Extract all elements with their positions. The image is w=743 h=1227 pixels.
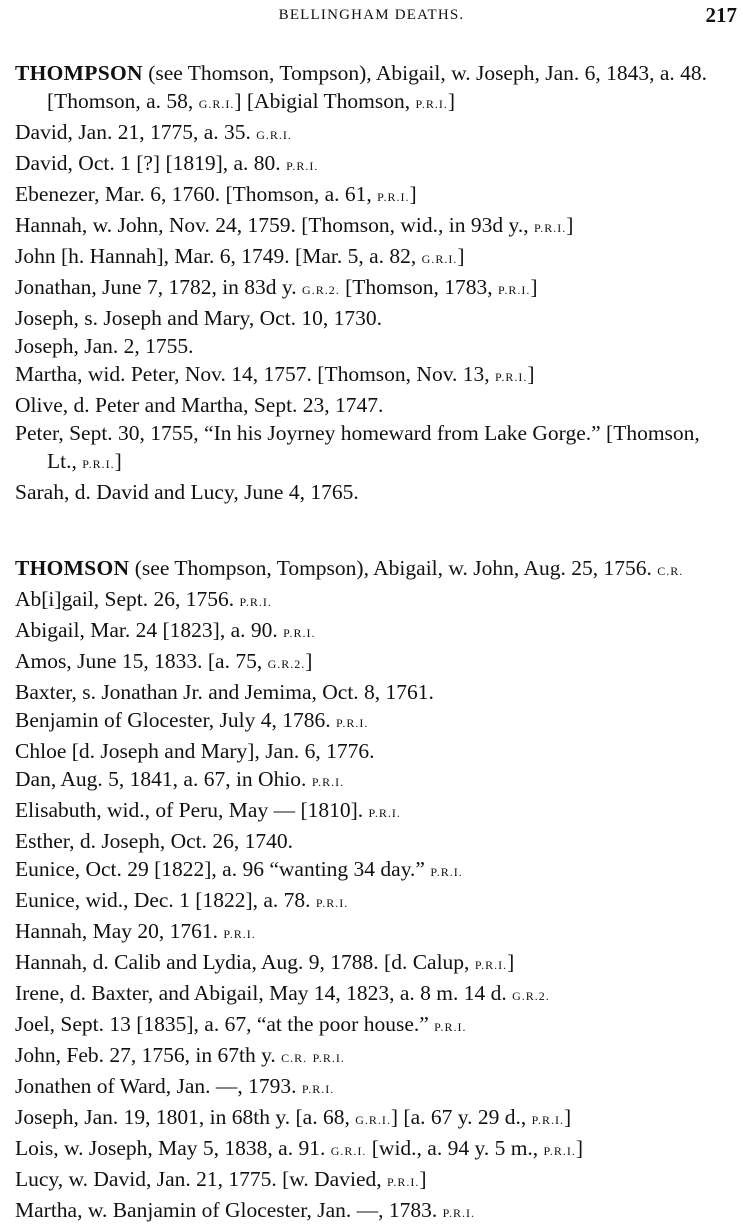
death-entry bbox=[15, 616, 735, 647]
entry-text: Hannah, May 20, 1761. bbox=[15, 919, 224, 943]
entry-text: ] [a. 67 y. 29 d., bbox=[390, 1105, 532, 1129]
death-entry bbox=[15, 585, 735, 616]
death-entry bbox=[15, 737, 735, 765]
entry-text: Joseph, Jan. 2, 1755. bbox=[15, 334, 194, 358]
entry-source: P.R.I. bbox=[533, 221, 567, 235]
entry-text: Elisabuth, wid., of Peru, May — [1810]. bbox=[15, 798, 369, 822]
entry-source: P.R.I. bbox=[82, 457, 115, 471]
entry-text: Eunice, Oct. 29 [1822], a. 96 “wanting 34 day.” bbox=[15, 857, 431, 881]
death-entry bbox=[15, 706, 735, 737]
entry-source: G.R.2. bbox=[512, 989, 550, 1003]
death-entry bbox=[15, 948, 735, 979]
entry-source: C.R. bbox=[657, 564, 684, 578]
entry-text: ] bbox=[507, 950, 515, 974]
entry-text: (see Thomson, Tompson), Abigail, w. Joseph, Jan. 6, 1843, a. 48. [Thomson, a. 58, bbox=[47, 61, 708, 113]
entry-source: P.R.I. bbox=[434, 1020, 467, 1034]
entry-text: ] bbox=[563, 1105, 572, 1129]
entry-text: Sarah, d. David and Lucy, June 4, 1765. bbox=[15, 480, 359, 504]
entry-text: Ebenezer, Mar. 6, 1760. [Thomson, a. 61, bbox=[15, 182, 378, 206]
death-entry bbox=[15, 118, 735, 149]
entry-text: Ab[i]gail, Sept. 26, 1756. bbox=[15, 587, 240, 611]
entry-source: G.R.I. bbox=[330, 1144, 367, 1158]
death-entry bbox=[15, 211, 735, 242]
death-entry bbox=[15, 273, 735, 304]
death-entry bbox=[15, 1041, 735, 1072]
entry-surname: THOMPSON bbox=[15, 61, 143, 85]
entry-text: Irene, d. Baxter, and Abigail, May 14, 1823, a. 8 m. 14 d. bbox=[15, 981, 513, 1005]
entry-text: ] bbox=[527, 362, 535, 386]
entry-source: P.R.I. bbox=[312, 1051, 345, 1065]
entry-text: Benjamin of Glocester, July 4, 1786. bbox=[15, 708, 336, 732]
death-entry bbox=[15, 647, 735, 678]
entry-text: Esther, d. Joseph, Oct. 26, 1740. bbox=[15, 829, 294, 853]
death-entry bbox=[15, 979, 735, 1010]
entry-source: P.R.I. bbox=[474, 958, 508, 972]
entry-source: P.R.I. bbox=[239, 595, 272, 609]
entry-text: Jonathan, June 7, 1782, in 83d y. bbox=[15, 275, 303, 299]
death-entry bbox=[15, 1103, 735, 1134]
death-entry bbox=[15, 149, 735, 180]
death-entry bbox=[15, 765, 735, 796]
entry-source: C.R. bbox=[281, 1051, 308, 1065]
entry-source: G.R.I. bbox=[198, 97, 235, 111]
entry-text: ] bbox=[447, 89, 456, 113]
entry-text: Dan, Aug. 5, 1841, a. 67, in Ohio. bbox=[15, 767, 312, 791]
section-thomson bbox=[15, 554, 735, 1227]
death-entry bbox=[15, 391, 735, 419]
entry-source: P.R.I. bbox=[543, 1144, 576, 1158]
entry-text: Hannah, d. Calib and Lydia, Aug. 9, 1788. [d. Calup, bbox=[15, 950, 475, 974]
entry-source: P.R.I. bbox=[377, 190, 410, 204]
death-entry bbox=[15, 886, 735, 917]
running-title: BELLINGHAM DEATHS. bbox=[278, 7, 465, 23]
entry-text: ] bbox=[114, 449, 122, 473]
entry-source: P.R.I. bbox=[223, 927, 256, 941]
death-entry bbox=[15, 242, 735, 273]
entry-source: P.R.I. bbox=[301, 1082, 335, 1096]
entry-text: Peter, Sept. 30, 1755, “In his Joyrney homeward from Lake Gorge.” [Thomson, Lt., bbox=[15, 421, 700, 473]
entry-source: G.R.2. bbox=[302, 283, 340, 297]
entry-text: Abigail, Mar. 24 [1823], a. 90. bbox=[15, 618, 284, 642]
entry-source: P.R.I. bbox=[283, 626, 316, 640]
entry-text: Martha, wid. Peter, Nov. 14, 1757. [Thomson, Nov. 13, bbox=[15, 362, 496, 386]
entry-text: Hannah, w. John, Nov. 24, 1759. [Thomson, wid., in 93d y., bbox=[15, 213, 534, 237]
entry-text: ] bbox=[457, 244, 465, 268]
entry-text: [wid., a. 94 y. 5 m., bbox=[366, 1136, 544, 1160]
entry-text: David, Jan. 21, 1775, a. 35. bbox=[15, 120, 257, 144]
entry-text: Eunice, wid., Dec. 1 [1822], a. 78. bbox=[15, 888, 316, 912]
entry-text: ] bbox=[566, 213, 574, 237]
entry-source: P.R.I. bbox=[495, 370, 528, 384]
entry-source: G.R.I. bbox=[421, 252, 458, 266]
death-entry bbox=[15, 304, 735, 332]
entry-text: Chloe [d. Joseph and Mary], Jan. 6, 1776. bbox=[15, 739, 375, 763]
death-entry bbox=[15, 827, 735, 855]
death-entry bbox=[15, 678, 735, 706]
entry-text: (see Thompson, Tompson), Abigail, w. John, Aug. 25, 1756. bbox=[129, 556, 658, 580]
entry-text: Joel, Sept. 13 [1835], a. 67, “at the poor house.” bbox=[15, 1012, 435, 1036]
entry-text: Lucy, w. David, Jan. 21, 1775. [w. Davied, bbox=[15, 1167, 387, 1191]
entry-source: P.R.I. bbox=[311, 775, 345, 789]
entry-text: Joseph, s. Joseph and Mary, Oct. 10, 1730. bbox=[15, 306, 383, 330]
entry-text: ] bbox=[419, 1167, 427, 1191]
death-entry bbox=[15, 419, 735, 478]
entry-text: Jonathen of Ward, Jan. —, 1793. bbox=[15, 1074, 302, 1098]
entry-source: P.R.I. bbox=[387, 1175, 420, 1189]
entry-text: ] [Abigial Thomson, bbox=[234, 89, 416, 113]
entry-source: G.R.2. bbox=[267, 657, 306, 671]
death-entry bbox=[15, 332, 735, 360]
entry-text: John, Feb. 27, 1756, in 67th y. bbox=[15, 1043, 282, 1067]
entry-text: Baxter, s. Jonathan Jr. and Jemima, Oct. 8, 1761. bbox=[15, 680, 434, 704]
entry-source: P.R.I. bbox=[531, 1113, 564, 1127]
entry-source: P.R.I. bbox=[315, 896, 349, 910]
entry-source: P.R.I. bbox=[286, 159, 319, 173]
entry-surname: THOMSON bbox=[15, 556, 130, 580]
entry-text: ] bbox=[409, 182, 417, 206]
death-entry bbox=[15, 1072, 735, 1103]
entry-source: G.R.I. bbox=[256, 128, 292, 142]
entry-source: P.R.I. bbox=[442, 1206, 475, 1220]
entry-text: ] bbox=[305, 649, 313, 673]
entry-source: P.R.I. bbox=[497, 283, 531, 297]
death-entry bbox=[15, 855, 735, 886]
entry-text: Joseph, Jan. 19, 1801, in 68th y. [a. 68, bbox=[15, 1105, 356, 1129]
entry-text: ] bbox=[530, 275, 538, 299]
death-entry bbox=[15, 180, 735, 211]
death-entry bbox=[15, 1134, 735, 1165]
death-entry bbox=[15, 796, 735, 827]
entry-text: John [h. Hannah], Mar. 6, 1749. [Mar. 5, a. 82, bbox=[15, 244, 422, 268]
entry-text: Amos, June 15, 1833. [a. 75, bbox=[15, 649, 268, 673]
entry-text: David, Oct. 1 [?] [1819], a. 80. bbox=[15, 151, 287, 175]
entry-text: Olive, d. Peter and Martha, Sept. 23, 1747. bbox=[15, 393, 384, 417]
death-entry bbox=[15, 59, 735, 118]
entry-text: [Thomson, 1783, bbox=[339, 275, 498, 299]
entry-source: P.R.I. bbox=[430, 865, 463, 879]
death-entry bbox=[15, 478, 735, 506]
entry-text: Martha, w. Banjamin of Glocester, Jan. —, 1783. bbox=[15, 1198, 443, 1222]
entry-text: ] bbox=[575, 1136, 584, 1160]
death-entry bbox=[15, 1010, 735, 1041]
death-entry bbox=[15, 1165, 735, 1196]
entry-source: G.R.I. bbox=[355, 1113, 391, 1127]
entry-source: P.R.I. bbox=[415, 97, 448, 111]
death-entry bbox=[15, 360, 735, 391]
death-entry bbox=[15, 917, 735, 948]
section-thompson bbox=[15, 59, 735, 506]
death-entry bbox=[15, 1196, 735, 1227]
entry-text: Lois, w. Joseph, May 5, 1838, a. 91. bbox=[15, 1136, 331, 1160]
entry-source: P.R.I. bbox=[336, 716, 369, 730]
page-number: 217 bbox=[705, 3, 737, 27]
running-head bbox=[0, 3, 743, 29]
death-entry bbox=[15, 554, 735, 585]
entry-source: P.R.I. bbox=[368, 806, 401, 820]
